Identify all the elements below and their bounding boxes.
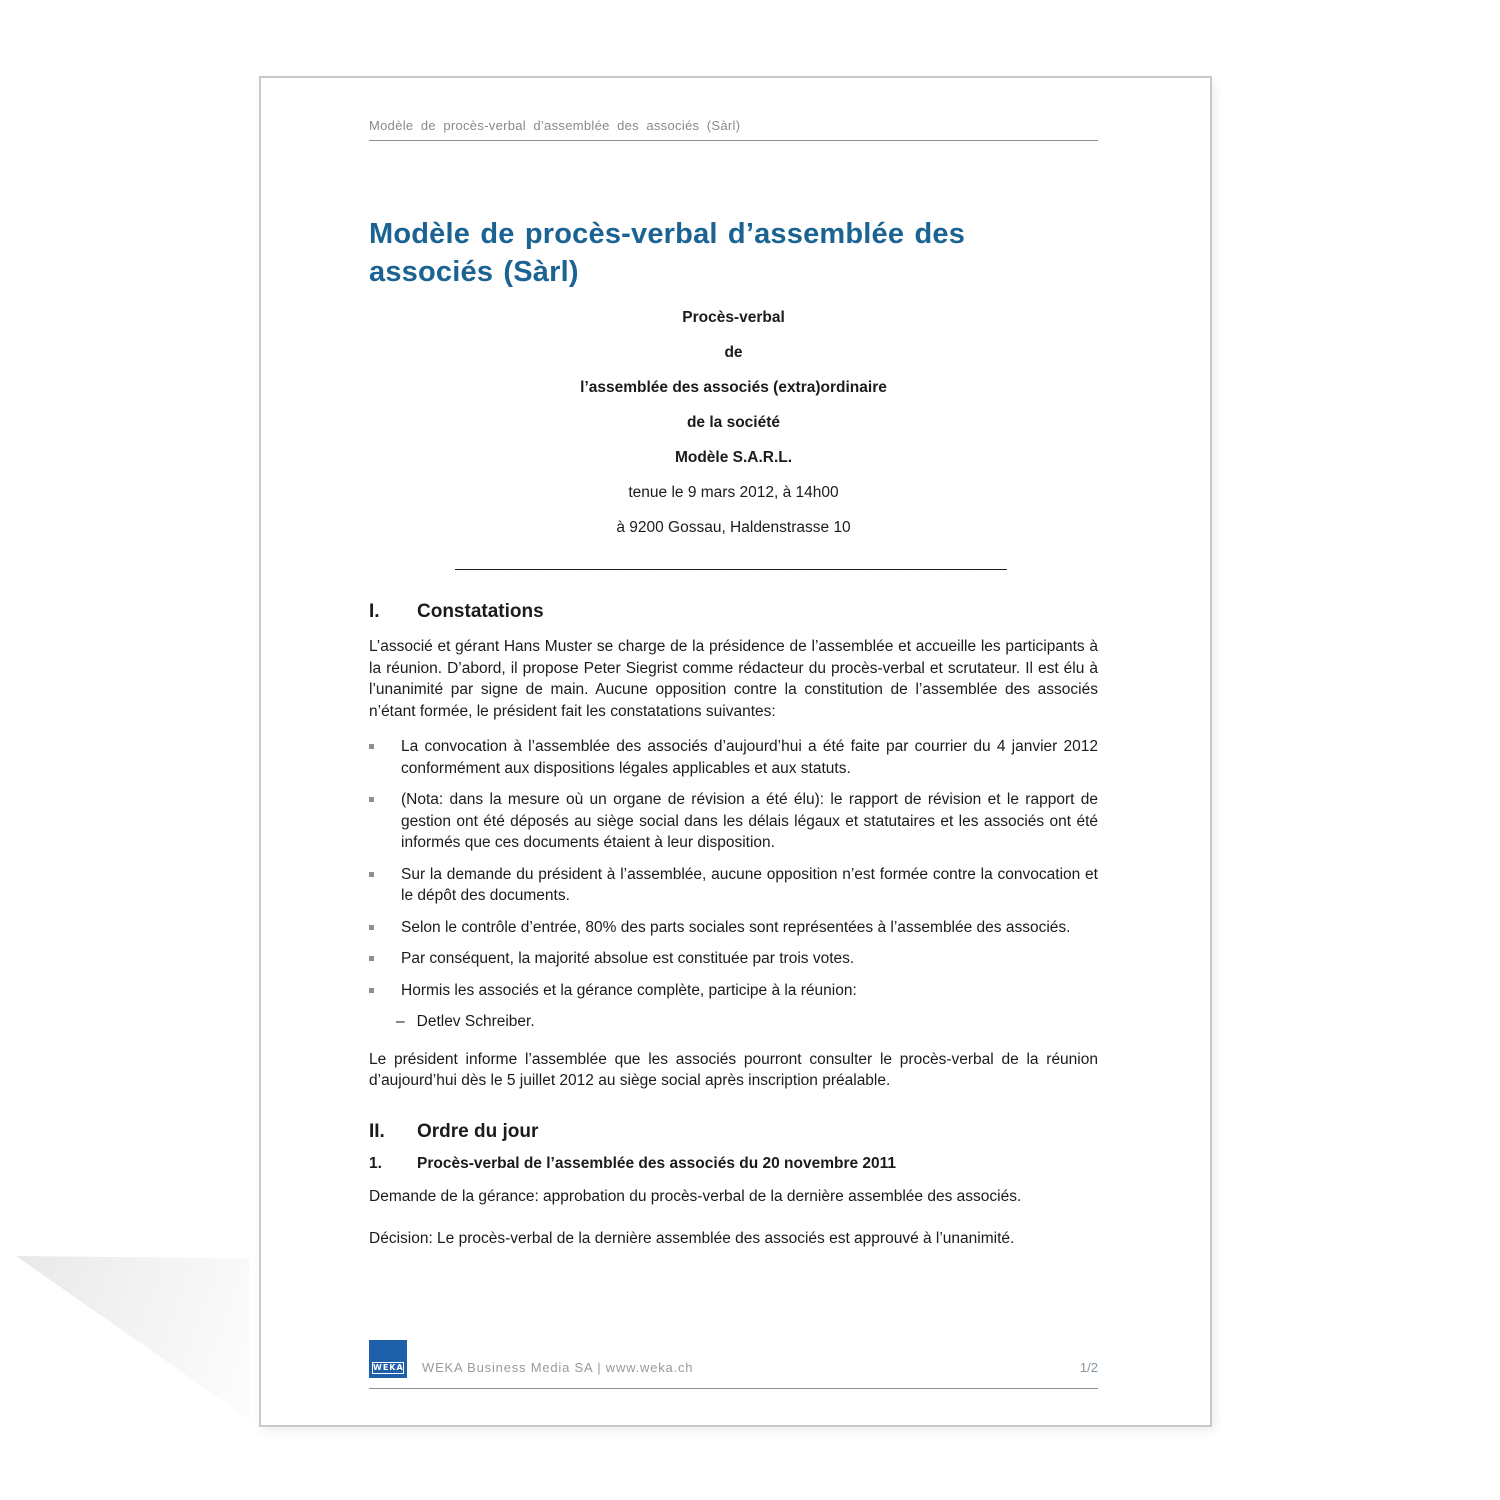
square-bullet-icon bbox=[369, 988, 374, 993]
list-item bbox=[369, 948, 1098, 970]
bullet-list bbox=[369, 736, 1098, 1033]
intro-block bbox=[369, 310, 1098, 536]
footer-row bbox=[369, 1340, 1098, 1388]
sub-list-item bbox=[396, 1011, 1098, 1033]
page-content bbox=[261, 78, 1210, 1250]
page-footer bbox=[369, 1340, 1098, 1389]
decision-paragraph: Décision: Le procès-verbal de la dernière assemblée des associés est approuvé à l’unanimité. bbox=[369, 1230, 1015, 1247]
agenda-item-heading bbox=[369, 1153, 1098, 1174]
square-bullet-icon bbox=[369, 797, 374, 802]
constatations-paragraph: L’associé et gérant Hans Muster se charge de la présidence de l’assemblée et accueille les participants à la réunion. D’abord, il propose Peter Siegrist comme rédacteur du procès-verbal et scrutateur. Il est élu à l’unanimité par signe de main. Aucune opposition contre la constitution de l’assemblée des associés n’étant formée, le président fait les constatations suivantes: bbox=[369, 638, 1098, 720]
intro-line-de: de bbox=[724, 344, 743, 361]
separator-line: ________________________________________________________________ bbox=[455, 554, 1007, 571]
section-number: I. bbox=[369, 601, 380, 622]
square-bullet-icon bbox=[369, 956, 374, 961]
footer-company-text: WEKA Business Media SA | www.weka.ch bbox=[422, 1360, 694, 1375]
intro-line-address: à 9200 Gossau, Haldenstrasse 10 bbox=[616, 519, 851, 536]
list-item bbox=[369, 789, 1098, 854]
list-item-text: Hormis les associés et la gérance complète, participe à la réunion: bbox=[401, 981, 857, 999]
list-item bbox=[369, 736, 1098, 779]
running-header bbox=[369, 118, 1098, 141]
list-item-text: Sur la demande du président à l’assemblée, aucune opposition n’est formée contre la convocation et le dépôt des documents. bbox=[401, 865, 1098, 904]
page-sheet bbox=[259, 76, 1212, 1427]
section-number: II. bbox=[369, 1120, 385, 1142]
square-bullet-icon bbox=[369, 744, 374, 749]
weka-logo-text: WEKA bbox=[373, 1363, 404, 1372]
weka-logo bbox=[369, 1340, 407, 1378]
section-heading-constatations bbox=[369, 600, 1098, 624]
document-title bbox=[369, 215, 1098, 291]
document-title-line-2: associés (Sàrl) bbox=[369, 256, 579, 288]
running-header-rule bbox=[369, 140, 1098, 141]
square-bullet-icon bbox=[369, 872, 374, 877]
list-item bbox=[369, 864, 1098, 907]
closing-paragraph: Le président informe l’assemblée que les associés pourront consulter le procès-verbal de la réunion d’aujourd’hui dès le 5 juillet 2012 au siège social après inscription préalable. bbox=[369, 1050, 1098, 1089]
intro-line-assemblee: l’assemblée des associés (extra)ordinaire bbox=[580, 379, 887, 396]
intro-line-societe: de la société bbox=[686, 414, 781, 431]
footer-rule bbox=[369, 1388, 1098, 1389]
running-header-text: Modèle de procès-verbal d’assemblée des associés (Sàrl) bbox=[369, 118, 741, 133]
agenda-item-number: 1. bbox=[369, 1154, 382, 1172]
agenda-item-title: Procès-verbal de l’assemblée des associés du 20 novembre 2011 bbox=[417, 1154, 897, 1172]
sub-list-item-text: Detlev Schreiber. bbox=[416, 1013, 535, 1030]
section-heading-ordre-du-jour bbox=[369, 1120, 1098, 1144]
list-item bbox=[369, 917, 1098, 939]
dash-bullet: – bbox=[396, 1013, 405, 1030]
intro-line-proces-verbal: Procès-verbal bbox=[682, 309, 785, 326]
intro-line-date-time: tenue le 9 mars 2012, à 14h00 bbox=[628, 484, 839, 501]
section-title: Constatations bbox=[417, 601, 544, 622]
page-number: 1/2 bbox=[1079, 1360, 1098, 1375]
page-reflection-shape bbox=[16, 1256, 249, 1419]
list-item-text: Selon le contrôle d’entrée, 80% des parts sociales sont représentées à l’assemblée des associés. bbox=[401, 918, 1071, 936]
square-bullet-icon bbox=[369, 925, 374, 930]
demande-paragraph: Demande de la gérance: approbation du procès-verbal de la dernière assemblée des associés. bbox=[369, 1187, 1022, 1205]
list-item-text: Par conséquent, la majorité absolue est constituée par trois votes. bbox=[401, 950, 855, 967]
section-title: Ordre du jour bbox=[417, 1120, 539, 1142]
list-item-text: (Nota: dans la mesure où un organe de révision a été élu): le rapport de révision et le rapport de gestion ont été déposés au siège social dans les délais légaux et statutaires et les associés ont été informés que ces documents étaient à leur disposition. bbox=[401, 791, 1098, 851]
intro-line-company-name: Modèle S.A.R.L. bbox=[674, 449, 793, 466]
list-item bbox=[369, 980, 1098, 1002]
document-title-line-1: Modèle de procès-verbal d’assemblée des bbox=[369, 218, 966, 250]
list-item-text: La convocation à l’assemblée des associés d’aujourd’hui a été faite par courrier du 4 janvier 2012 conformément aux dispositions légales applicables et aux statuts. bbox=[401, 738, 1098, 777]
